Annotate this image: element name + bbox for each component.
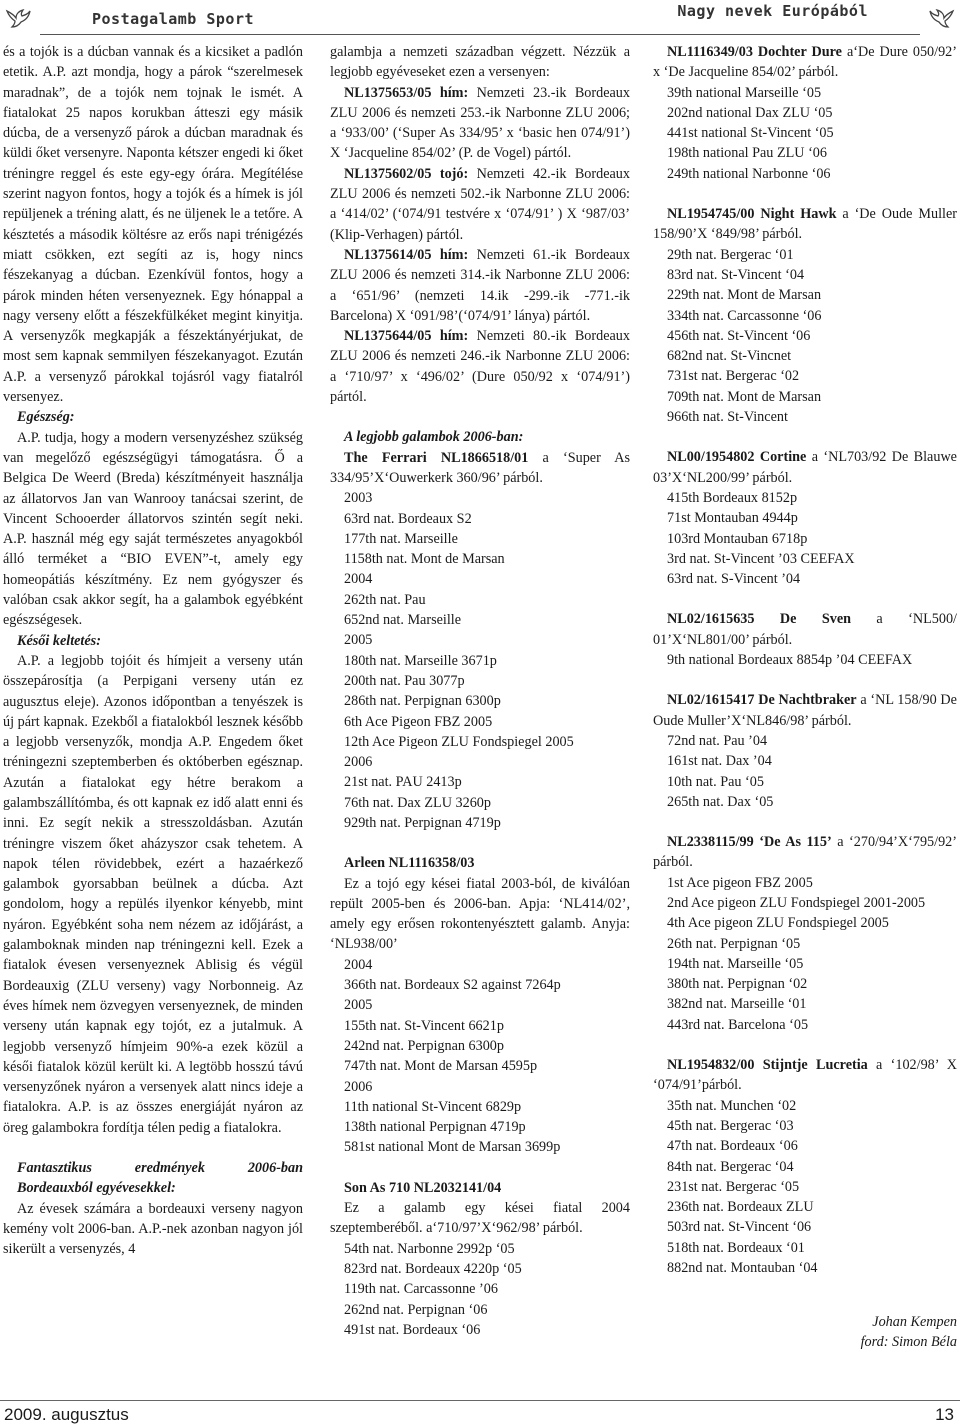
column-1 [3,42,303,1260]
pigeon-icon [4,3,32,31]
result-item: 441st national St-Vincent ‘05 [667,125,834,142]
result-item: 929th nat. Perpignan 4719p [344,814,501,831]
results-list [653,83,957,184]
column-3 [653,42,957,1278]
magazine-title: Postagalamb Sport [92,10,255,28]
year-label: 2003 [344,490,373,507]
result-item: 229th nat. Mont de Marsan [667,287,822,304]
subheading-best-pigeons: A legjobb galambok 2006-ban: [344,429,524,446]
result-item: 265th nat. Dax ‘05 [667,793,774,810]
result-item: 503rd nat. St-Vincent ‘06 [667,1219,812,1236]
results-list [653,731,957,812]
result-item: 334th nat. Carcassonne ‘06 [667,307,822,324]
result-item: 249th national Narbonne ‘06 [667,165,831,182]
result-item: 1st Ace pigeon FBZ 2005 [667,874,813,891]
result-item: 63rd nat. S-Vincent ’04 [667,571,801,588]
subheading-late-breeding: Késői keltetés: [17,632,101,649]
result-item: 1158th nat. Mont de Marsan [344,551,505,568]
result-item: 747th nat. Mont de Marsan 4595p [344,1058,538,1075]
pigeon-entry: NL1375602/05 tojó: Nemzeti 42.-ik Bordeaux ZLU 2006 és nemzeti 502.-ik Narbonne ZLU 2006: a ‘414/02’ (‘074/91 testvére x ‘074/91’ ) X ‘987/03’ (Klip-Verhagen) pártól. [330,165,630,243]
result-item: 47th nat. Bordeaux ‘06 [667,1138,798,1155]
section-title: Nagy nevek Európából [677,2,868,20]
pigeon-title: NL00/1954802 Cortine [667,449,807,466]
pigeon-entry: NL02/1615417 De Nachtbraker a ‘NL 158/90 De Oude Muller’X‘NL846/98’ párból. [653,692,957,729]
result-item: 456th nat. St-Vincent ‘06 [667,327,811,344]
paragraph: galambja a nemzeti században végzett. Nézzük a legjobb egyéveseket ezen a versenyen: [330,44,630,81]
column-2 [330,42,630,1340]
pigeon-id: NL1375602/05 tojó: [344,165,469,182]
result-item: 155th nat. St-Vincent 6621p [344,1017,504,1034]
result-item: 119th nat. Carcassonne ’06 [344,1281,498,1298]
page-number: 13 [935,1405,954,1424]
result-item: 103rd Montauban 6718p [667,530,808,547]
paragraph: Az évesek számára a bordeauxi verseny nagyon kemény volt 2006-ban. A.P.-nek azonban nagyon jól sikerült a versenyzés, 4 [3,1200,303,1258]
result-item: 4th Ace pigeon ZLU Fondspiegel 2005 [667,915,889,932]
pigeon-entry: NL1375644/05 hím: Nemzeti 80.-ik Bordeaux ZLU 2006 és nemzeti 246.-ik Narbonne ZLU 2006: a ‘710/97’ x ‘496/02’ (Dure 050/92 x ‘074/91’) pártól. [330,328,630,406]
result-item: 194th nat. Marseille ‘05 [667,955,804,972]
translator-name: ford: Simon Béla [860,1334,957,1351]
result-item: 286th nat. Perpignan 6300p [344,693,501,710]
pigeon-entry: NL1954745/00 Night Hawk a ‘De Oude Muller 158/90’X ‘849/98’ párból. [653,206,957,243]
results-list [653,245,957,428]
pigeon-title: NL2338115/99 ‘De As 115’ [667,834,832,851]
subheading-health: Egészség: [17,409,75,426]
result-item: 39th national Marseille ‘05 [667,84,822,101]
header-rule [40,34,920,35]
author-name: Johan Kempen [872,1314,957,1330]
result-item: 29th nat. Bergerac ‘01 [667,246,794,263]
result-item: 71st Montauban 4944p [667,510,798,527]
paragraph: A.P. a legjobb tojóit és hímjeit a verseny után összepárosítja (a Perpigani verseny után ez augusztus eleje). Azonos időpontban a tenyészek is új párt kapnak. Ezekből a fiatalokból lesznek később a legjobb versenyzők, mondja A.P. Engedem őket tréningezni szeptemberben és októberben egésznap. Azután a fiatalokat egy hétre berakom a galambszállítómba, és ott kapnak ez idő alatt enni és inni. Ez segít nekik a stresszoldásban. Azután tréningre viszem őket aházyszor csak tehetem. A napok télen rövidebbek, ezért a hazaérkező galambok gyorsabban beülnek a dúcba. Azt gondolom, hogy a repülés ilyenkor kényebb, mint nyáron. Egyébként soha nem nézem az időjárást, a galamboknak minden nap tréningezni kell. Ezek a fiatalok évesen versenyeznek Ablisig és végül Bordeauxig (ZLU verseny) vagy Norbonneig. Az éves hímek nem özvegyen versenyeznek, de minden verseny után kapnak egy tojót, ez a jutalmuk. A legjobb versenyző hímjeim 90%-a ezek közül a késői fiatalok közül került ki. A legtöbb hosszú távú versenyzőnek nyáron a versenyek alatt nincs ideje a fiatalokra. A.P. is az összes energiáját nyáron az öreg galambokra fordítja télen pedig a fiatalokra. [3,652,303,1136]
result-item: 518th nat. Bordeaux ‘01 [667,1239,805,1256]
result-item: 262nd nat. Perpignan ‘06 [344,1301,488,1318]
pigeon-entry: The Ferrari NL1866518/01 a ‘Super As 334/95’X‘Ouwerkerk 360/96’ párból. [330,449,630,486]
pigeon-entry: NL02/1615635 De Sven a ‘NL500/ 01’X‘NL801/00’ párból. [653,611,957,648]
result-item: 21st nat. PAU 2413p [344,774,462,791]
pigeon-icon [928,3,956,31]
paragraph: Ez a galamb egy kései fiatal 2004 szeptemberéből. a‘710/97’X‘962/98’ párból. [330,1200,630,1237]
issue-date: 2009. augusztus [4,1405,129,1424]
result-item: 823rd nat. Bordeaux 4220p ‘05 [344,1260,522,1277]
results-list [330,488,630,833]
result-item: 581st national Mont de Marsan 3699p [344,1139,561,1156]
pigeon-id: NL1375614/05 hím: [344,246,469,263]
result-item: 35th nat. Munchen ‘02 [667,1097,797,1114]
year-label: 2004 [344,956,373,973]
pigeon-title: NL1954745/00 Night Hawk [667,206,837,223]
pigeon-title: Arleen NL1116358/03 [344,855,475,872]
pigeon-title: NL1116349/03 Dochter Dure [667,44,842,60]
result-item: 443rd nat. Barcelona ‘05 [667,1016,809,1033]
result-item: 9th national Bordeaux 8854p ’04 CEEFAX [667,652,913,669]
result-item: 84th nat. Bergerac ‘04 [667,1158,794,1175]
result-item: 6th Ace Pigeon FBZ 2005 [344,713,493,730]
pigeon-title: NL02/1615417 De Nachtbraker [667,692,857,709]
result-item: 177th nat. Marseille [344,530,458,547]
results-list [330,1239,630,1340]
result-item: 3rd nat. St-Vincent ’03 CEEFAX [667,550,855,567]
result-item: 45th nat. Bergerac ‘03 [667,1117,794,1134]
result-item: 161st nat. Dax ’04 [667,753,772,770]
results-list [653,488,957,589]
result-item: 26th nat. Perpignan ‘05 [667,935,801,952]
result-item: 200th nat. Pau 3077p [344,672,465,689]
author-credit [653,1312,957,1353]
result-item: 491st nat. Bordeaux ‘06 [344,1321,481,1338]
result-item: 10th nat. Pau ‘05 [667,773,764,790]
pigeon-id: NL1375653/05 hím: [344,84,469,101]
result-item: 83rd nat. St-Vincent ‘04 [667,266,805,283]
result-item: 262th nat. Pau [344,591,426,608]
year-label: 2005 [344,997,373,1014]
pigeon-title: The Ferrari NL1866518/01 [344,449,529,466]
year-label: 2005 [344,632,373,649]
result-item: 415th Bordeaux 8152p [667,489,798,506]
pigeon-title: NL02/1615635 De Sven [667,611,852,628]
page-header [0,0,960,40]
results-list [653,1096,957,1279]
results-list [330,955,630,1158]
result-item: 202nd national Dax ZLU ‘05 [667,104,833,121]
result-item: 236th nat. Bordeaux ZLU [667,1199,814,1216]
results-list [653,650,957,670]
result-item: 76th nat. Dax ZLU 3260p [344,794,491,811]
result-item: 12th Ace Pigeon ZLU Fondspiegel 2005 [344,733,574,750]
paragraph: Ez a tojó egy kései fiatal 2003-ból, de kiválóan repült 2005-ben és 2006-ban. Apja: ‘NL414/02’, amely egy erősen rokontenyésztett galamb. Anyja: ‘NL938/00’ [330,875,630,953]
result-item: 366th nat. Bordeaux S2 against 7264p [344,977,561,994]
result-item: 2nd Ace pigeon ZLU Fondspiegel 2001-2005 [667,894,926,911]
result-item: 72nd nat. Pau ’04 [667,732,768,749]
result-item: 652nd nat. Marseille [344,612,462,629]
result-item: 966th nat. St-Vincent [667,409,788,426]
result-item: 54th nat. Narbonne 2992p ‘05 [344,1240,515,1257]
subheading-results: Fantasztikus eredmények 2006-ban Bordeauxból egyévesekkel: [17,1160,303,1197]
result-item: 382nd nat. Marseille ‘01 [667,996,807,1013]
result-item: 63rd nat. Bordeaux S2 [344,510,472,527]
result-item: 882nd nat. Montauban ‘04 [667,1260,818,1277]
year-label: 2006 [344,1078,373,1095]
pigeon-entry: NL1375614/05 hím: Nemzeti 61.-ik Bordeaux ZLU 2006 és nemzeti 314.-ik Narbonne ZLU 2006: a ‘651/96’ (nemzeti 14.ik -299.-ik -771.-ik Barcelona) X ‘091/98’(‘074/91’ lánya) pártól. [330,246,630,324]
result-item: 180th nat. Marseille 3671p [344,652,497,669]
pigeon-entry: NL1954832/00 Stijntje Lucretia a ‘102/98’ X ‘074/91’párból. [653,1057,957,1094]
result-item: 682nd nat. St-Vincnet [667,348,792,365]
result-item: 709th nat. Mont de Marsan [667,388,822,405]
page-footer [0,1400,960,1428]
result-item: 198th national Pau ZLU ‘06 [667,145,827,162]
paragraph: és a tojók is a dúcban vannak és a kicsiket a padlón etetik. A.P. azt mondja, hogy a párok “szerelmesek maradnak”, de a tojók nem tojnak le ismét. A fiatalokat 25 napos korukban átteszi egy másik dúcba, de a versenyző párok a dúcban maradnak és küldi őket versenyre. Naponta kétszer engedi ki őket tréningre reggel és este egy-egy órára. Megítélése szerint nagyon fontos, hogy a tojók és a hímek is jól repüljenek a tréning alatt, és ne üljenek le a tetőre. A késztetés a második költésre az erős napi trénigézés miatt csökken, ezt segíti az is, hogy nincs fészekanyag a dúcban. Ezenkívül fontos, hogy a párok minden héten versenyeznek. Egy hónappal a nagy verseny előtt a fészekfülkéket megint kinyitja. A versenyzők megkapják a fészektányérjukat, de most sem kapnak semmilyen fészekanyagot. Ezután A.P. a versenyző párokkal tojásról vagy fiatalról versenyez. [3,44,303,406]
pigeon-entry: NL2338115/99 ‘De As 115’ a ‘270/94’X‘795/92’ párból. [653,834,957,871]
result-item: 380th nat. Perpignan ‘02 [667,976,808,993]
paragraph: A.P. tudja, hogy a modern versenyzéshez szükség van megelőző egészségügyi támogatásra. Ő a Belgica De Weerd (Breda) készítményeit használja az állatorvos Jan van Wanrooy tanácsai szerint, de Vincent Schooerder állatorvos szintén segít neki. A.P. használ még egy saját természetes anyagokból álló terméket a “BIO EVEN”-t, amely egy homeopátiás készítmény. Ez nem gyógyszer és valóban csak akkor segít, ha a galambok egyébként egészségesek. [3,429,303,629]
pigeon-id: NL1375644/05 hím: [344,328,469,345]
result-item: 231st nat. Bergerac ‘05 [667,1178,800,1195]
pigeon-entry: NL1116349/03 Dochter Dure a‘De Dure 050/92’ x ‘De Jacqueline 854/02’ párból. [653,44,957,81]
year-label: 2006 [344,754,373,771]
year-label: 2004 [344,571,373,588]
result-item: 731st nat. Bergerac ‘02 [667,368,800,385]
pigeon-title: NL1954832/00 Stijntje Lucretia [667,1057,868,1074]
pigeon-entry: NL1375653/05 hím: Nemzeti 23.-ik Bordeaux ZLU 2006 és nemzeti 253.-ik Narbonne ZLU 2006; a ‘933/00’ (‘Super As 334/95’ x ‘basic hen 074/91’) X ‘Jacqueline 854/02’ (P. de Vogel) pártól. [330,84,630,162]
result-item: 11th national St-Vincent 6829p [344,1098,522,1115]
result-item: 138th national Perpignan 4719p [344,1119,526,1136]
pigeon-entry: NL00/1954802 Cortine a ‘NL703/92 De Blauwe 03’X‘NL200/99’ párból. [653,449,957,486]
pigeon-title: Son As 710 NL2032141/04 [344,1179,502,1196]
results-list [653,873,957,1035]
result-item: 242nd nat. Perpignan 6300p [344,1037,504,1054]
